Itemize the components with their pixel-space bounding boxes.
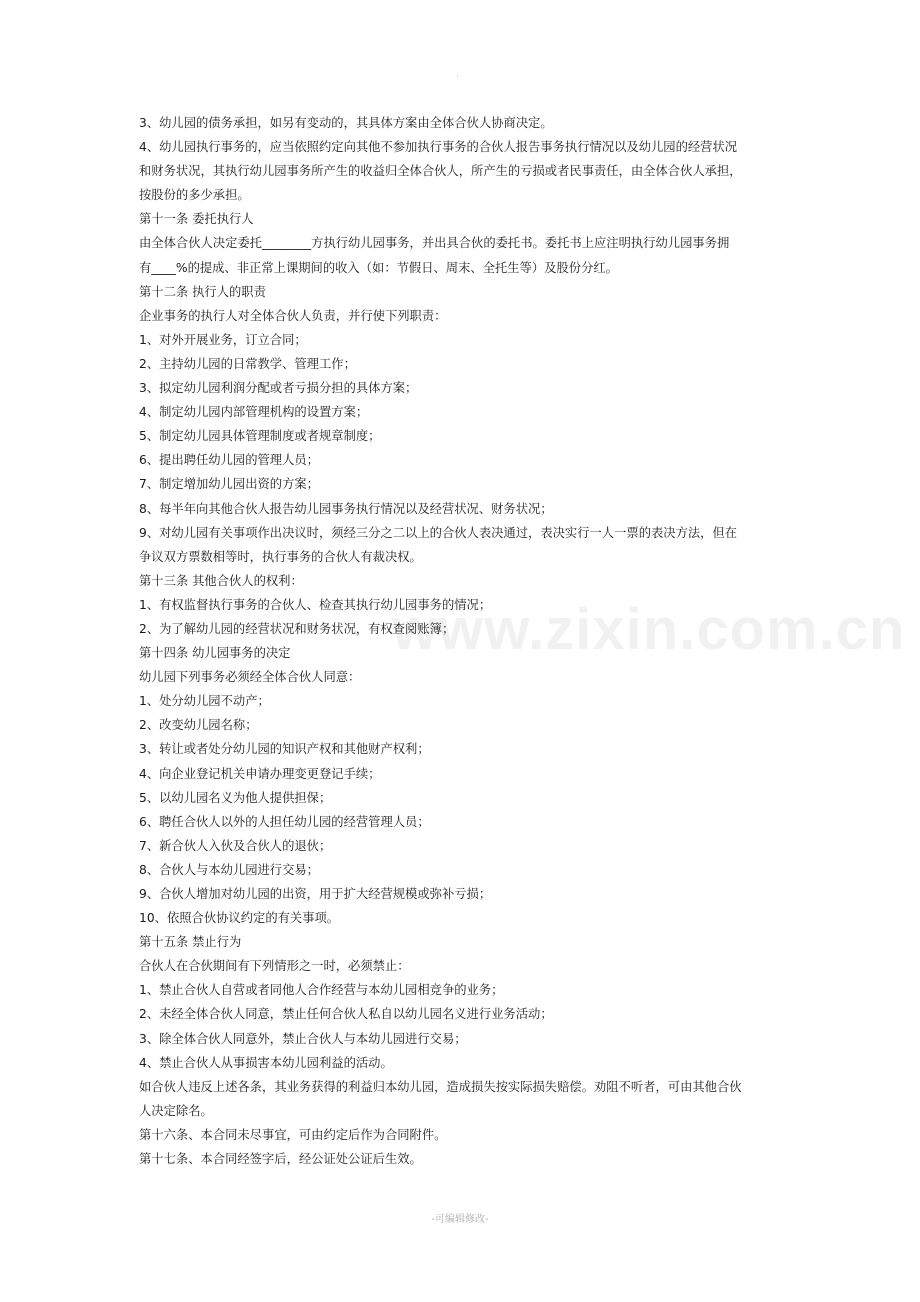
- text-line: 4、幼儿园执行事务的，应当依照约定向其他不参加执行事务的合伙人报告事务执行情况以及幼儿园的经营状况: [139, 140, 738, 155]
- text-line: 3、拟定幼儿园利润分配或者亏损分担的具体方案；: [139, 381, 418, 396]
- text-line: 7、制定增加幼儿园出资的方案；: [139, 477, 319, 492]
- text-line: 如合伙人违反上述各条，其业务获得的利益归本幼儿园，造成损失按实际损失赔偿。劝阻不听者，可由其他合伙: [139, 1079, 742, 1094]
- text-line: 1、对外开展业务，订立合同；: [139, 332, 307, 347]
- text-line: 7、新合伙人入伙及合伙人的退伙；: [139, 838, 332, 853]
- text-line: 合伙人在合伙期间有下列情形之一时，必须禁止：: [139, 959, 410, 974]
- text-line: 2、为了解幼儿园的经营状况和财务状况，有权查阅账簿；: [139, 621, 455, 636]
- text-line: 5、以幼儿园名义为他人提供担保；: [139, 790, 332, 805]
- text-line: 企业事务的执行人对全体合伙人负责，并行使下列职责：: [139, 308, 447, 323]
- text-line: 10、依照合伙协议约定的有关事项。: [139, 911, 340, 926]
- text-line: 3、转让或者处分幼儿园的知识产权和其他财产权利；: [139, 742, 430, 757]
- text-line: 1、有权监督执行事务的合伙人、检查其执行幼儿园事务的情况；: [139, 597, 492, 612]
- text-line: 第十七条、本合同经签字后，经公证处公证后生效。: [139, 1152, 422, 1167]
- text-line: 6、提出聘任幼儿园的管理人员；: [139, 453, 319, 468]
- text-line: 4、向企业登记机关申请办理变更登记手续；: [139, 766, 381, 781]
- header-dot: .: [456, 70, 459, 80]
- text-line: 1、禁止合伙人自营或者同他人合作经营与本幼儿园相竞争的业务；: [139, 983, 504, 998]
- text-line: 2、主持幼儿园的日常教学、管理工作；: [139, 356, 356, 371]
- text-line: 按股份的多少承担。: [139, 188, 250, 203]
- text-line: 有____%的提成、非正常上课期间的收入（如：节假日、周末、全托生等）及股份分红。: [139, 260, 618, 275]
- text-line: 第十一条 委托执行人: [139, 212, 254, 227]
- watermark: www.zixin.com.cn: [392, 597, 906, 662]
- text-line: 6、聘任合伙人以外的人担任幼儿园的经营管理人员；: [139, 814, 430, 829]
- text-line: 第十二条 执行人的职责: [139, 284, 266, 299]
- text-line: 5、制定幼儿园具体管理制度或者规章制度；: [139, 429, 381, 444]
- text-line: 4、制定幼儿园内部管理机构的设置方案；: [139, 405, 369, 420]
- text-line: 第十四条 幼儿园事务的决定: [139, 646, 291, 661]
- text-line: 3、幼儿园的债务承担，如另有变动的，其具体方案由全体合伙人协商决定。: [139, 116, 553, 130]
- text-line: 第十五条 禁止行为: [139, 935, 242, 950]
- text-line: 8、合伙人与本幼儿园进行交易；: [139, 862, 319, 877]
- text-line: 2、未经全体合伙人同意，禁止任何合伙人私自以幼儿园名义进行业务活动；: [139, 1007, 553, 1022]
- text-line: 和财务状况，其执行幼儿园事务所产生的收益归全体合伙人，所产生的亏损或者民事责任，由全体合伙人承担，: [139, 164, 742, 179]
- text-line: 争议双方票数相等时，执行事务的合伙人有裁决权。: [139, 549, 422, 564]
- text-line: 8、每半年向其他合伙人报告幼儿园事务执行情况以及经营状况、财务状况；: [139, 501, 553, 516]
- text-line: 1、处分幼儿园不动产；: [139, 694, 270, 709]
- text-line: 第十三条 其他合伙人的权利：: [139, 573, 303, 588]
- text-line: 第十六条、本合同未尽事宜，可由约定后作为合同附件。: [139, 1127, 447, 1142]
- text-line: 2、改变幼儿园名称；: [139, 718, 258, 733]
- text-line: 4、禁止合伙人从事损害本幼儿园利益的活动。: [139, 1055, 393, 1070]
- text-line: 人决定除名。: [139, 1103, 213, 1118]
- text-line: 幼儿园下列事务必须经全体合伙人同意：: [139, 670, 361, 685]
- text-line: 9、对幼儿园有关事项作出决议时，须经三分之二以上的合伙人表决通过，表决实行一人一票的表决方法，但在: [139, 525, 738, 540]
- text-line: 由全体合伙人决定委托________方执行幼儿园事务，并出具合伙的委托书。委托书上应注明执行幼儿园事务拥: [139, 236, 730, 251]
- text-line: 9、合伙人增加对幼儿园的出资，用于扩大经营规模或弥补亏损；: [139, 887, 492, 901]
- text-line: 3、除全体合伙人同意外，禁止合伙人与本幼儿园进行交易；: [139, 1031, 467, 1046]
- page-footer: -可编辑修改-: [431, 1214, 489, 1225]
